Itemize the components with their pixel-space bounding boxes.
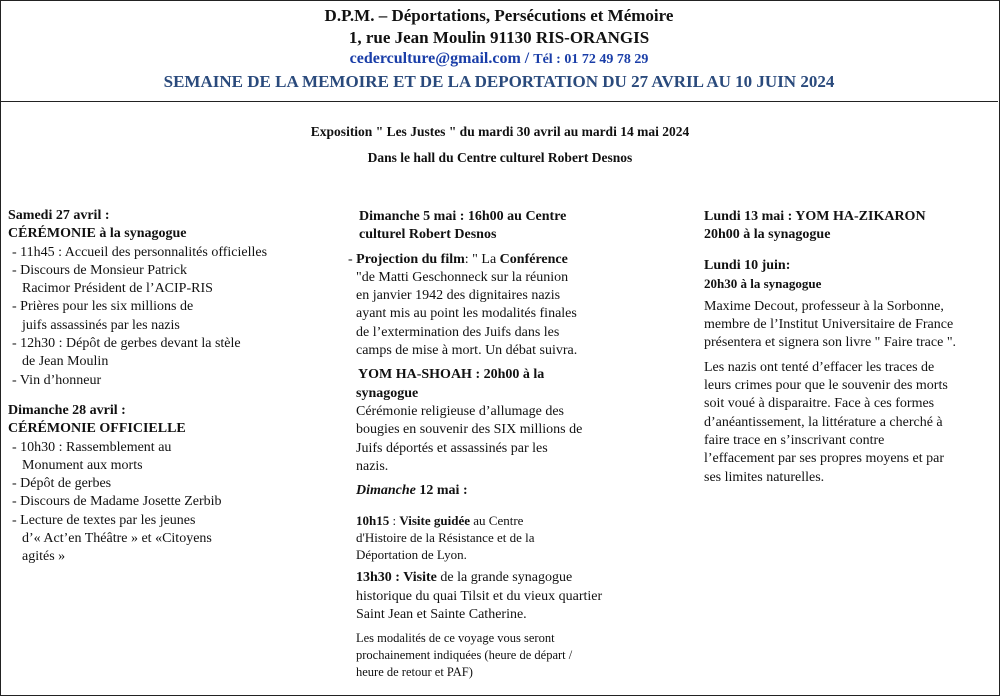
text-line: membre de l’Institut Universitaire de France	[704, 317, 954, 333]
day-title: CÉRÉMONIE OFFICIELLE	[8, 421, 186, 437]
list-item: juifs assassinés par les nazis	[22, 317, 180, 333]
text-line: en janvier 1942 des dignitaires nazis	[356, 288, 561, 304]
projection-line: - Projection du film: " La Conférence	[348, 251, 568, 267]
text-line: présentera et signera son livre " Faire trace ".	[704, 335, 957, 351]
text-line: historique du quai Tilsit et du vieux quartier	[356, 588, 603, 604]
note-line: heure de retour et PAF)	[356, 665, 473, 680]
column-right	[704, 208, 994, 487]
list-item: - Discours de Monsieur Patrick	[12, 262, 187, 278]
org-address: 1, rue Jean Moulin 91130 RIS-ORANGIS	[348, 28, 650, 47]
text-line: d’anéantissement, la littérature a cherché à	[704, 414, 943, 430]
text-line: Maxime Decout, professeur à la Sorbonne,	[704, 298, 944, 314]
column-middle	[348, 208, 676, 681]
visit-label: Visite guidée	[399, 513, 471, 529]
list-item: Monument aux morts	[22, 457, 143, 473]
text-line: bougies en souvenir des SIX millions de	[356, 422, 583, 438]
list-item: - 11h45 : Accueil des personnalités officielles	[12, 244, 268, 260]
day-heading: Dimanche 5 mai : 16h00 au Centre	[359, 209, 567, 224]
list-item: - 12h30 : Dépôt de gerbes devant la stèle	[12, 336, 241, 352]
text-line: soit voué à disparaitre. Face à ces formes	[704, 396, 935, 412]
header	[0, 0, 998, 102]
text-line: Déportation de Lyon.	[356, 547, 467, 563]
day-heading: Lundi 13 mai : YOM HA-ZIKARON	[704, 209, 926, 224]
list-item: - Vin d’honneur	[12, 372, 102, 388]
list-item: Racimor Président de l’ACIP-RIS	[22, 281, 213, 297]
list-item: de Jean Moulin	[22, 354, 109, 370]
list-item: - Prières pour les six millions de	[12, 299, 194, 315]
day-heading: 20h00 à la synagogue	[704, 227, 831, 243]
text-line: leurs crimes pour que le souvenir des morts	[704, 378, 948, 394]
note-line: Les modalités de ce voyage vous seront	[356, 631, 555, 646]
column-left	[8, 207, 338, 567]
day-heading: Dimanche 12 mai :	[356, 483, 468, 499]
yom-shoah-heading: YOM HA-SHOAH : 20h00 à la	[358, 367, 545, 383]
contact-line	[0, 50, 998, 68]
text-line: nazis.	[356, 458, 389, 474]
visit-line: 13h30 : Visite de la grande synagogue	[356, 570, 573, 586]
org-name: D.P.M. – Déportations, Persécutions et Mémoire	[324, 6, 674, 25]
list-item: d’« Act’en Théâtre » et «Citoyens	[22, 531, 212, 547]
projection-label: Projection du film	[356, 251, 465, 267]
text-line: ses limites naturelles.	[704, 469, 825, 485]
text-line: Juifs déportés et assassinés par les	[356, 440, 548, 456]
exposition-location: Dans le hall du Centre culturel Robert Desnos	[367, 150, 633, 165]
list-item: agités »	[22, 549, 66, 565]
day-subheading: 20h30 à la synagogue	[704, 275, 822, 291]
exposition-title: Exposition " Les Justes " du mardi 30 avril au mardi 14 mai 2024	[310, 124, 690, 139]
list-item: - Discours de Madame Josette Zerbib	[12, 494, 222, 510]
text-line: camps de mise à mort. Un débat suivra.	[356, 343, 578, 359]
yom-shoah-heading: synagogue	[356, 385, 419, 401]
text-line: faire trace en s’inscrivant contre	[704, 432, 885, 448]
note-line: prochainement indiquées (heure de départ /	[356, 648, 573, 663]
text-line: Les nazis ont tenté d’effacer les traces de	[704, 359, 935, 375]
list-item: - Dépôt de gerbes	[12, 476, 112, 492]
text-line: "de Matti Geschonneck sur la réunion	[356, 269, 569, 285]
text-line: Saint Jean et Sainte Catherine.	[356, 607, 527, 623]
text-line: de l’extermination des Juifs dans les	[356, 324, 560, 340]
day-heading: Lundi 10 juin:	[704, 257, 791, 273]
day-heading: culturel Robert Desnos	[359, 227, 497, 243]
text-line: l’effacement par ses propres moyens et par	[704, 451, 944, 467]
day-heading: Dimanche 28 avril :	[8, 402, 126, 418]
email-link[interactable]: cederculture@gmail.com /	[349, 50, 530, 67]
day-heading: Samedi 27 avril :	[8, 208, 110, 223]
text-line: ayant mis au point les modalités finales	[356, 306, 577, 322]
list-item: - Lecture de textes par les jeunes	[12, 512, 196, 528]
event-title: SEMAINE DE LA MEMOIRE ET DE LA DEPORTATION DU 27 AVRIL AU 10 JUIN 2024	[163, 72, 835, 91]
list-item: - 10h30 : Rassemblement au	[12, 439, 172, 455]
conference-label: Conférence	[499, 251, 568, 267]
day-title: CÉRÉMONIE à la synagogue	[8, 226, 187, 242]
phone-number: Tél : 01 72 49 78 29	[533, 52, 649, 67]
visit-line: 10h15 : Visite guidée au Centre	[356, 513, 524, 529]
text-line: d'Histoire de la Résistance et de la	[356, 530, 535, 546]
text-line: Cérémonie religieuse d’allumage des	[356, 403, 564, 419]
